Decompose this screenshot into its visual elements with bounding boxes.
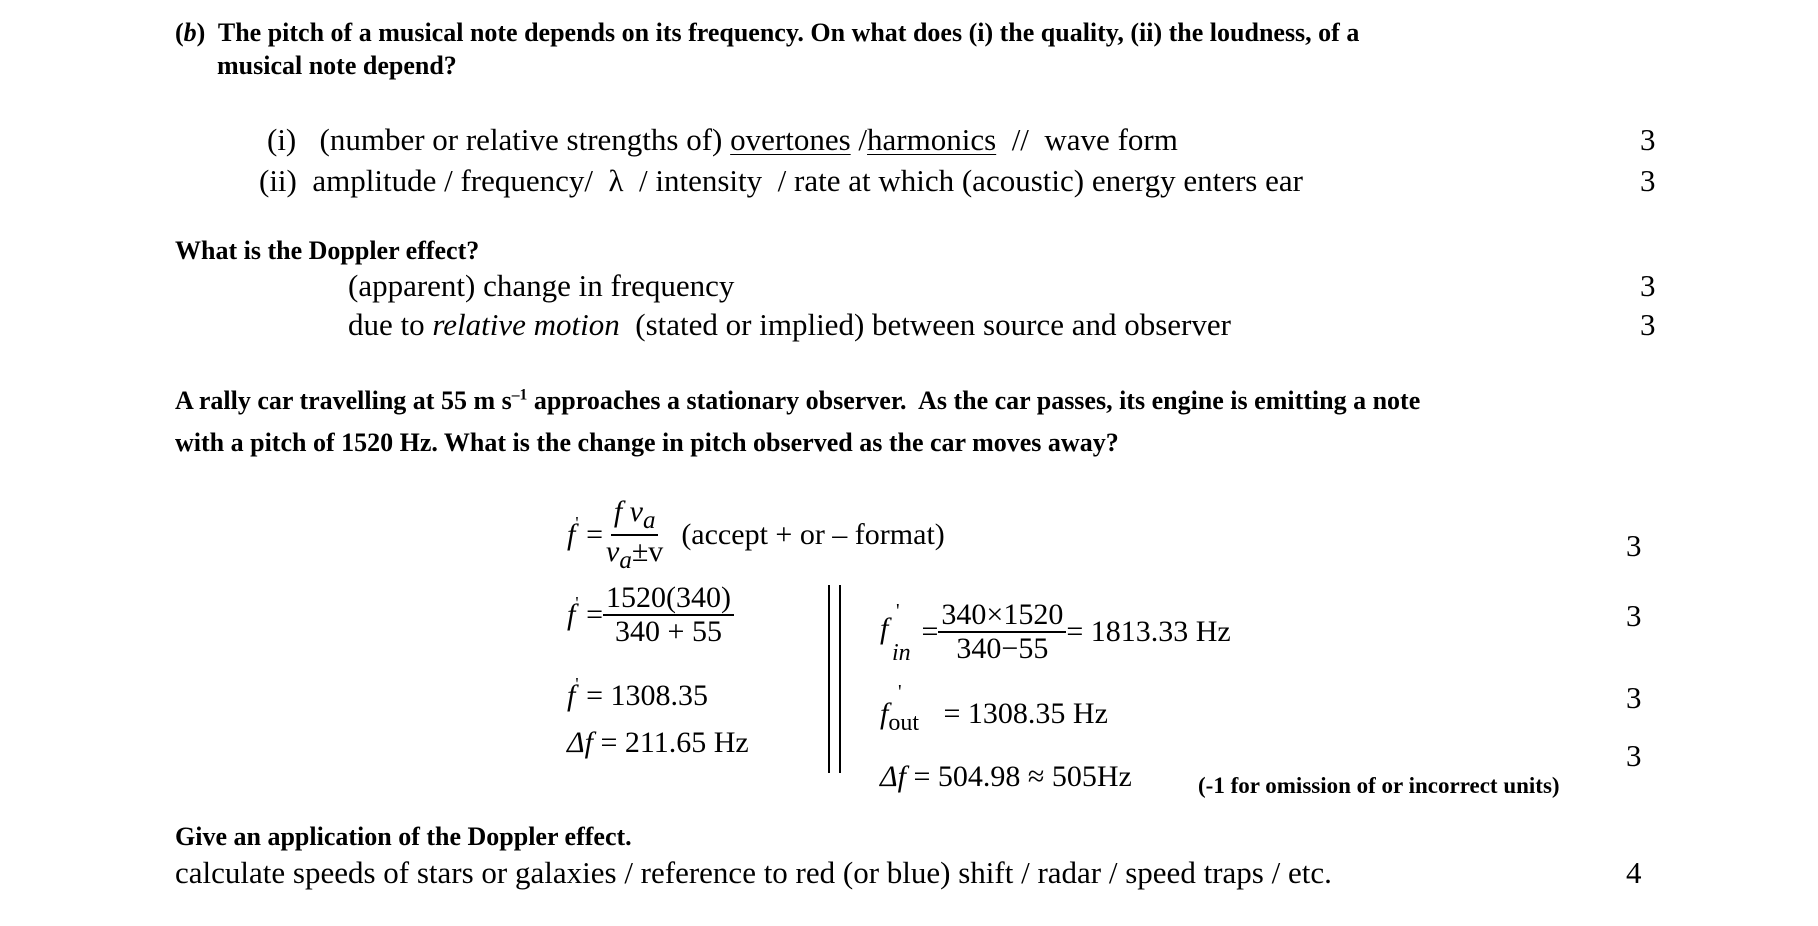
formula-note: (accept + or – format) [681, 518, 945, 551]
alt-in-fraction: $\frac{340\times 1520}{340-55}$ [938, 600, 1066, 664]
answer-i-prefix: (number or relative strengths of) [319, 122, 723, 157]
relative-motion: relative motion [432, 307, 620, 342]
mark-i: 3 [1640, 122, 1656, 157]
alt-delta-f: Δf = 504.98 ≈ 505Hz [880, 760, 1132, 793]
substitution-step: f ' = $\frac{1520(340)}{340 + 55}$ [567, 583, 734, 647]
answer-overtones: overtones [730, 122, 851, 157]
answer-slash: / [850, 122, 868, 157]
mark-ii: 3 [1640, 163, 1656, 198]
question-b-line1: (b) The pitch of a musical note depends on its frequency. On what does (i) the quality, (ii) the loudness, of a [175, 18, 1360, 47]
rally-question-line1: A rally car travelling at 55 m $s^{-1}$ approaches a stationary observer. As the car passes, its engine is emitting a note [175, 386, 1421, 415]
doppler-answer-1: (apparent) change in frequency [348, 268, 735, 303]
final-mark: 3 [1626, 738, 1642, 773]
formula-fraction: $\frac{f v_a}{v_a\pm v}$ [606, 495, 664, 574]
question-b-line2: musical note depend? [217, 51, 457, 80]
units-note: (-1 for omission of or incorrect units) [1198, 773, 1560, 798]
result-f-prime: f' = 1308.35 [567, 674, 709, 712]
doppler-answer-2: due to relative motion (stated or implied) between source and observer [348, 307, 1231, 342]
answer-ii-number: (ii) [259, 163, 297, 198]
application-answer: calculate speeds of stars or galaxies / reference to red (or blue) shift / radar / speed traps / etc. [175, 855, 1332, 890]
answer-harmonics: harmonics [867, 122, 997, 157]
result-delta-f: Δf = 211.65 Hz [567, 726, 749, 759]
alt-f-out: f ' $_{out}$ = 1308.35 Hz [880, 681, 1108, 736]
answer-i-number: (i) [267, 122, 297, 157]
formula-mark: 3 [1626, 528, 1642, 563]
application-mark: 4 [1626, 855, 1642, 890]
unit-exponent: –1 [511, 386, 528, 404]
separator-line-right [839, 585, 841, 773]
doppler-mark-1: 3 [1640, 268, 1656, 303]
part-label: b [183, 18, 197, 47]
doppler-mark-2: 3 [1640, 307, 1656, 342]
answer-ii-text: amplitude / frequency/ λ / intensity / rate at which (acoustic) energy enters ear [312, 163, 1303, 198]
application-question: Give an application of the Doppler effect. [175, 822, 632, 851]
question-b-text: The pitch of a musical note depends on its frequency. On what does (i) the quality, (ii) the loudness, of a [217, 18, 1360, 47]
answer-wave-form: // wave form [996, 122, 1178, 157]
rally-question-line2: with a pitch of 1520 Hz. What is the change in pitch observed as the car moves away? [175, 428, 1119, 457]
step2-mark: 3 [1626, 598, 1642, 633]
answer-ii [259, 163, 1303, 199]
alt-f-in: f ' in = $\frac{340\times 1520}{340-55}$ = 1813.33 Hz [880, 598, 1231, 666]
answer-i [267, 122, 1178, 158]
separator-line-left [828, 585, 830, 773]
substitution-fraction: $\frac{1520(340)}{340 + 55}$ [603, 583, 734, 647]
doppler-question: What is the Doppler effect? [175, 236, 480, 265]
doppler-formula: f ' = $\frac{f v_a}{v_a\pm v}$ (accept + or – format) [567, 495, 945, 574]
alt-mark: 3 [1626, 680, 1642, 715]
